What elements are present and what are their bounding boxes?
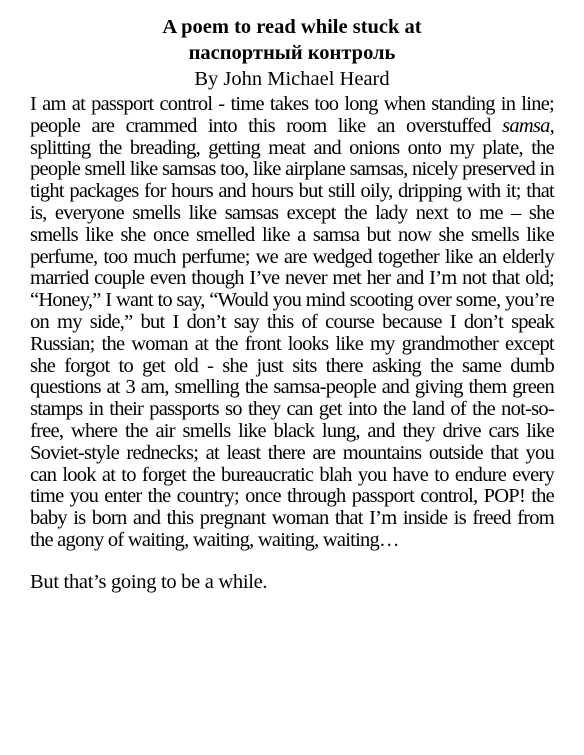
poem-body-text-rest: , splitting the breading, getting meat and onions onto my plate, the people smell like samsas too, like airplane samsas, nicely preserved in tight packages for hours and hours but still oily, dripping with it; that is, everyone smells like samsas except the lady next to me – she smells like she once smelled like a samsa but now she smells like perfume, too much perfume; we are wedged together like an elderly married couple even though I’ve never met her and I’m not that old; “Honey,” I want to say, “Would you mind scooting over some, you’re on my side,” but I don’t say this of course because I don’t speak Russian; the woman at the front looks like my grandmother except she forgot to get old - she just sits there asking the same dumb questions at 3 am, smelling the samsa-people and giving them green stamps in their passports so they can get into the land of the not-so-free, where the air smells like black lung, and they drive cars like Soviet-style rednecks; at least there are mountains outside that you can look at to forget the bureaucratic blah you have to endure every time you enter the country; once through passport control, POP! the baby is born and this pregnant woman that I’m inside is freed from the agony of waiting, waiting, waiting, waiting… bbox=[30, 114, 554, 551]
poem-document bbox=[30, 14, 554, 593]
poem-body-text-start: I am at passport control - time takes too long when standing in line; people are crammed into this room like an overstuffed bbox=[30, 93, 554, 137]
poem-body bbox=[30, 94, 554, 552]
poem-title-line-1: A poem to read while stuck at bbox=[162, 16, 422, 38]
poem-closing-line: But that’s going to be a while. bbox=[30, 570, 268, 593]
author-byline: By John Michael Heard bbox=[194, 68, 390, 90]
poem-body-italic-word: samsa bbox=[502, 114, 550, 137]
poem-title-line-2: паспортный контроль bbox=[188, 42, 396, 64]
